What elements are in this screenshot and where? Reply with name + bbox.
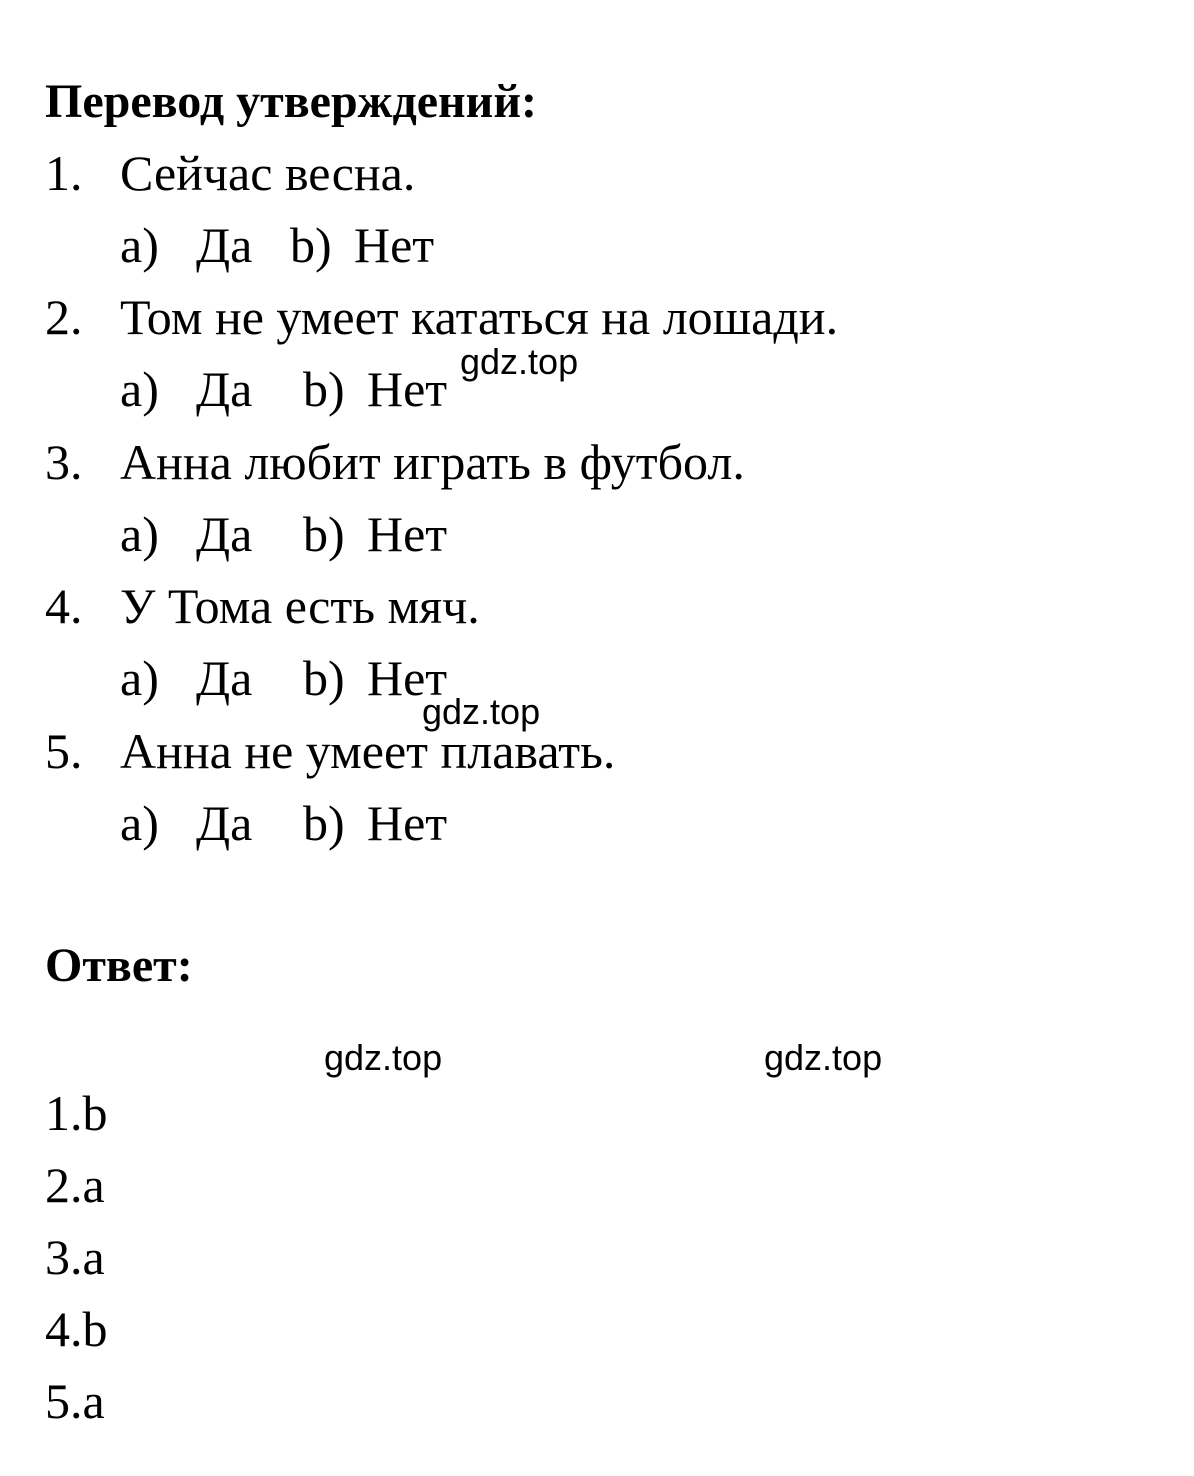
question-1-option-b-label: b) — [290, 217, 332, 273]
question-2-option-a-label: a) — [120, 361, 159, 417]
question-4-option-b-label: b) — [303, 650, 345, 706]
question-4-text: У Тома есть мяч. — [120, 578, 480, 634]
answer-heading: Ответ: — [45, 939, 193, 992]
question-3-option-b-label: b) — [303, 506, 345, 562]
question-4-option-a-label: a) — [120, 650, 159, 706]
question-1-option-no: Нет — [354, 217, 435, 273]
question-2-text: Том не умеет кататься на лошади. — [120, 289, 839, 345]
question-5-option-yes: Да — [196, 795, 253, 851]
question-5-option-b-label: b) — [303, 795, 345, 851]
question-1-option-yes: Да — [196, 217, 253, 273]
question-3-number: 3. — [45, 434, 83, 490]
question-1-text: Сейчас весна. — [120, 145, 416, 201]
question-1-number: 1. — [45, 145, 83, 201]
question-3-option-no: Нет — [367, 506, 448, 562]
watermark: gdz.top — [422, 691, 541, 732]
question-5-text: Анна не умеет плавать. — [120, 723, 616, 779]
watermark: gdz.top — [460, 341, 579, 382]
question-3-text: Анна любит играть в футбол. — [120, 434, 745, 490]
question-5-option-a-label: a) — [120, 795, 159, 851]
answer-3: 3.a — [45, 1229, 105, 1285]
question-5-number: 5. — [45, 723, 83, 779]
watermark: gdz.top — [324, 1037, 443, 1078]
question-4-option-no: Нет — [367, 650, 448, 706]
question-3-option-a-label: a) — [120, 506, 159, 562]
answer-4: 4.b — [45, 1301, 108, 1357]
answer-2: 2.a — [45, 1157, 105, 1213]
question-3-option-yes: Да — [196, 506, 253, 562]
watermark: gdz.top — [764, 1037, 883, 1078]
question-5-option-no: Нет — [367, 795, 448, 851]
question-4-number: 4. — [45, 578, 83, 634]
answer-5: 5.a — [45, 1373, 105, 1429]
translation-heading: Перевод утверждений: — [45, 75, 537, 128]
question-2-option-yes: Да — [196, 361, 253, 417]
question-2-option-b-label: b) — [303, 361, 345, 417]
question-1-option-a-label: a) — [120, 217, 159, 273]
question-4-option-yes: Да — [196, 650, 253, 706]
answer-1: 1.b — [45, 1085, 108, 1141]
question-2-number: 2. — [45, 289, 83, 345]
question-2-option-no: Нет — [367, 361, 448, 417]
